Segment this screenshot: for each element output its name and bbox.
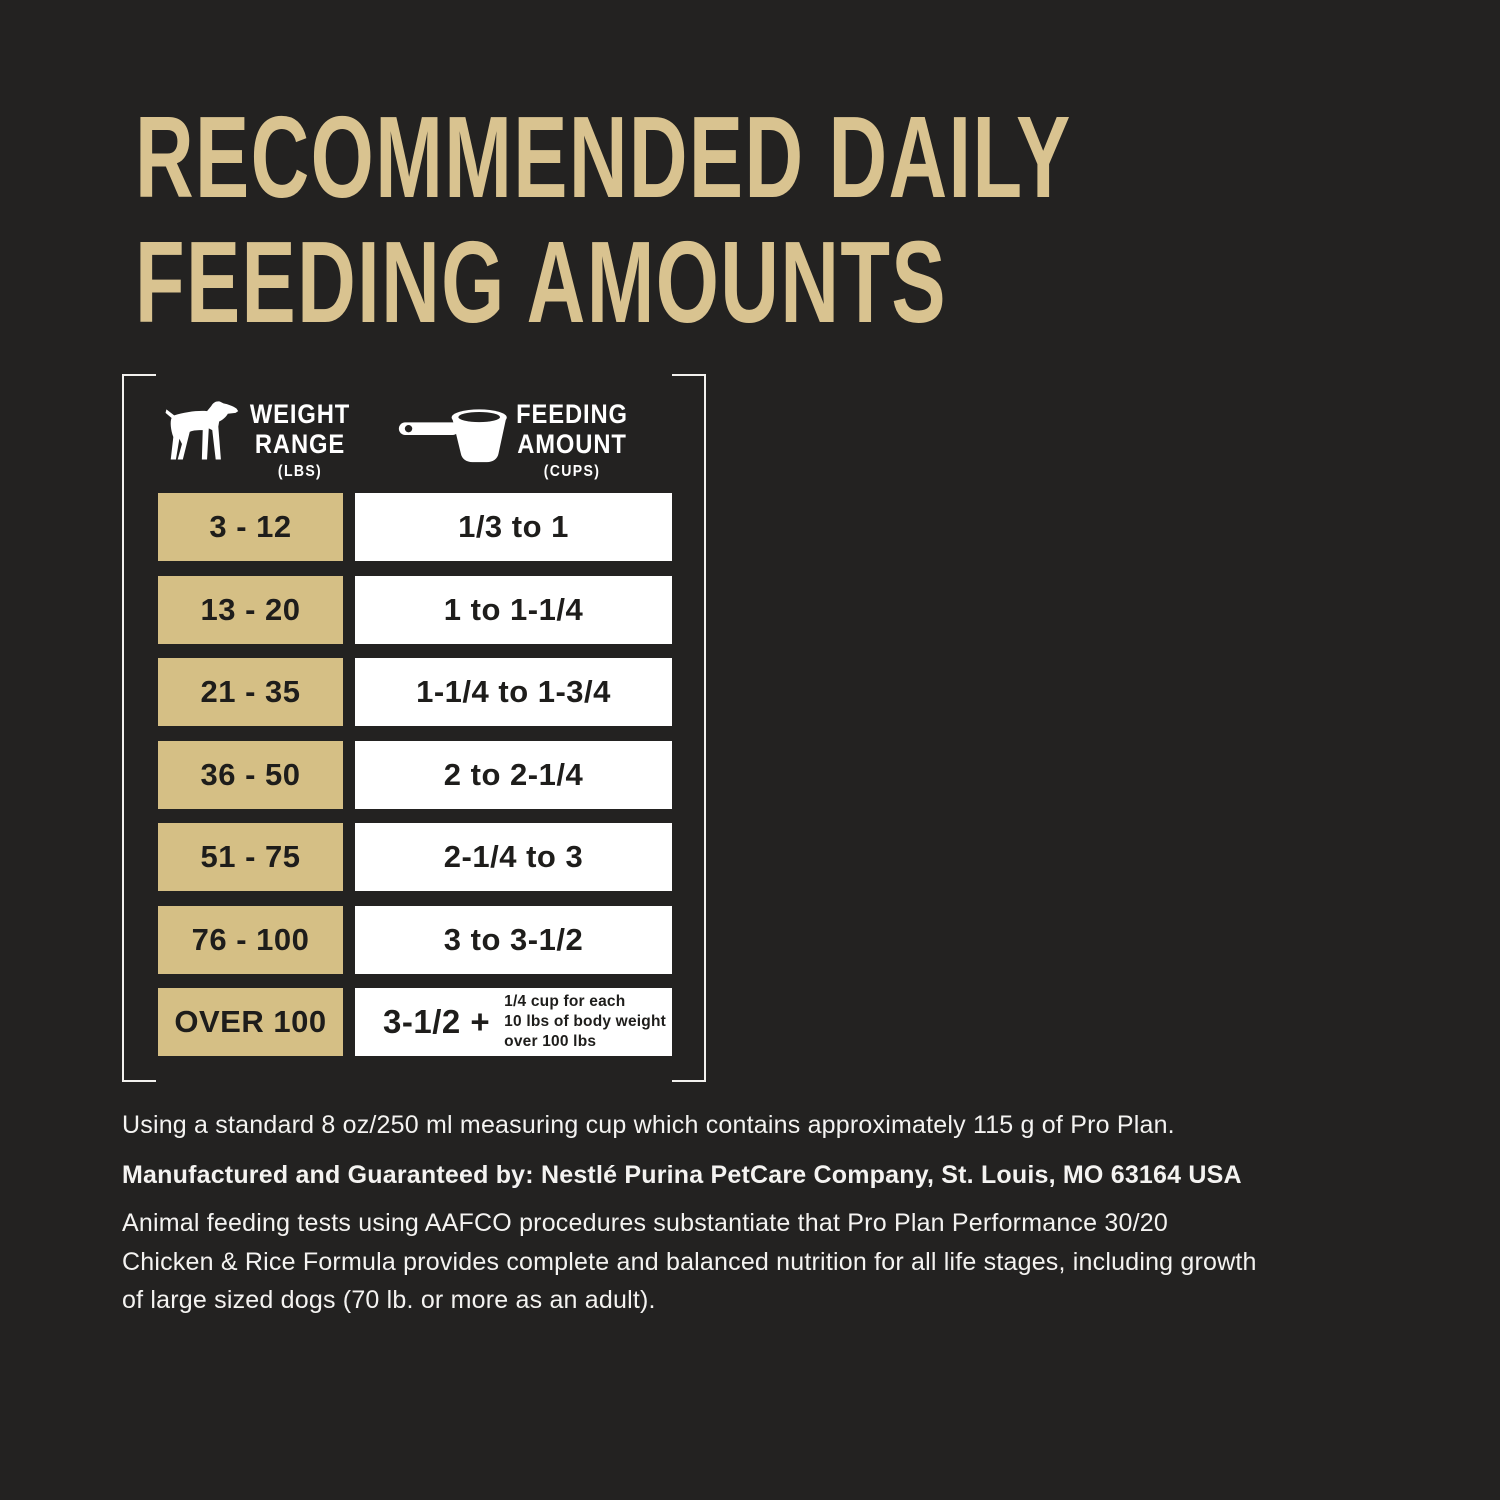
feeding-amount-label-line-1: FEEDING: [516, 399, 628, 429]
feeding-amount-cell: 3 to 3-1/2: [355, 906, 672, 974]
feeding-amount-unit: (CUPS): [543, 463, 601, 480]
weight-range-cell: 21 - 35: [158, 658, 343, 726]
feeding-amount-header: [506, 399, 638, 482]
measuring-cup-icon: [396, 404, 514, 464]
feeding-amount-note-line-3: over 100 lbs: [504, 1033, 597, 1050]
feeding-amount-note-line-2: 10 lbs of body weight: [504, 1013, 666, 1030]
table-row: [158, 658, 672, 726]
weight-range-unit: (LBS): [277, 463, 323, 480]
feeding-amount-cell: [355, 988, 672, 1056]
weight-range-cell: 3 - 12: [158, 493, 343, 561]
feeding-amount-cell: 1 to 1-1/4: [355, 576, 672, 644]
weight-range-cell: 76 - 100: [158, 906, 343, 974]
feeding-amount-label-line-2: AMOUNT: [517, 429, 627, 459]
page-title-line-1: RECOMMENDED DAILY: [135, 92, 1072, 222]
feeding-amount-cell: 2-1/4 to 3: [355, 823, 672, 891]
weight-range-cell: 36 - 50: [158, 741, 343, 809]
table-row: [158, 988, 672, 1056]
dog-icon: [158, 399, 244, 463]
feeding-amount-value: 3-1/2 +: [383, 1003, 491, 1040]
manufacturer-statement: Manufactured and Guaranteed by: Nestlé Purina PetCare Company, St. Louis, MO 63164 USA: [122, 1161, 1242, 1189]
page-title-line-2: FEEDING AMOUNTS: [135, 217, 947, 347]
weight-range-label-line-1: WEIGHT: [249, 399, 351, 429]
feeding-amount-cell: 2 to 2-1/4: [355, 741, 672, 809]
aafco-statement-line-1: Animal feeding tests using AAFCO procedures substantiate that Pro Plan Performance 30/20: [122, 1209, 1168, 1237]
weight-range-label-line-2: RANGE: [254, 429, 346, 459]
feeding-amount-note-line-1: 1/4 cup for each: [504, 993, 626, 1010]
feeding-amount-note: [504, 992, 666, 1052]
bracket-right-decoration: [672, 374, 706, 1082]
weight-range-cell: 13 - 20: [158, 576, 343, 644]
aafco-statement: [122, 1204, 1257, 1320]
weight-range-cell: OVER 100: [158, 988, 343, 1056]
feeding-amount-cell: 1/3 to 1: [355, 493, 672, 561]
feeding-table: [158, 493, 672, 1056]
weight-range-cell: 51 - 75: [158, 823, 343, 891]
table-row: [158, 823, 672, 891]
feeding-amount-cell: 1-1/4 to 1-3/4: [355, 658, 672, 726]
table-row: [158, 493, 672, 561]
weight-range-header: [234, 399, 366, 482]
measuring-cup-note: Using a standard 8 oz/250 ml measuring cup which contains approximately 115 g of Pro Plan.: [122, 1111, 1175, 1139]
table-row: [158, 741, 672, 809]
table-row: [158, 906, 672, 974]
aafco-statement-line-2: Chicken & Rice Formula provides complete and balanced nutrition for all life stages, including growth: [122, 1247, 1257, 1276]
bracket-left-decoration: [122, 374, 156, 1082]
aafco-statement-line-3: of large sized dogs (70 lb. or more as an adult).: [122, 1286, 656, 1314]
page-title: [135, 92, 1072, 347]
table-row: [158, 576, 672, 644]
